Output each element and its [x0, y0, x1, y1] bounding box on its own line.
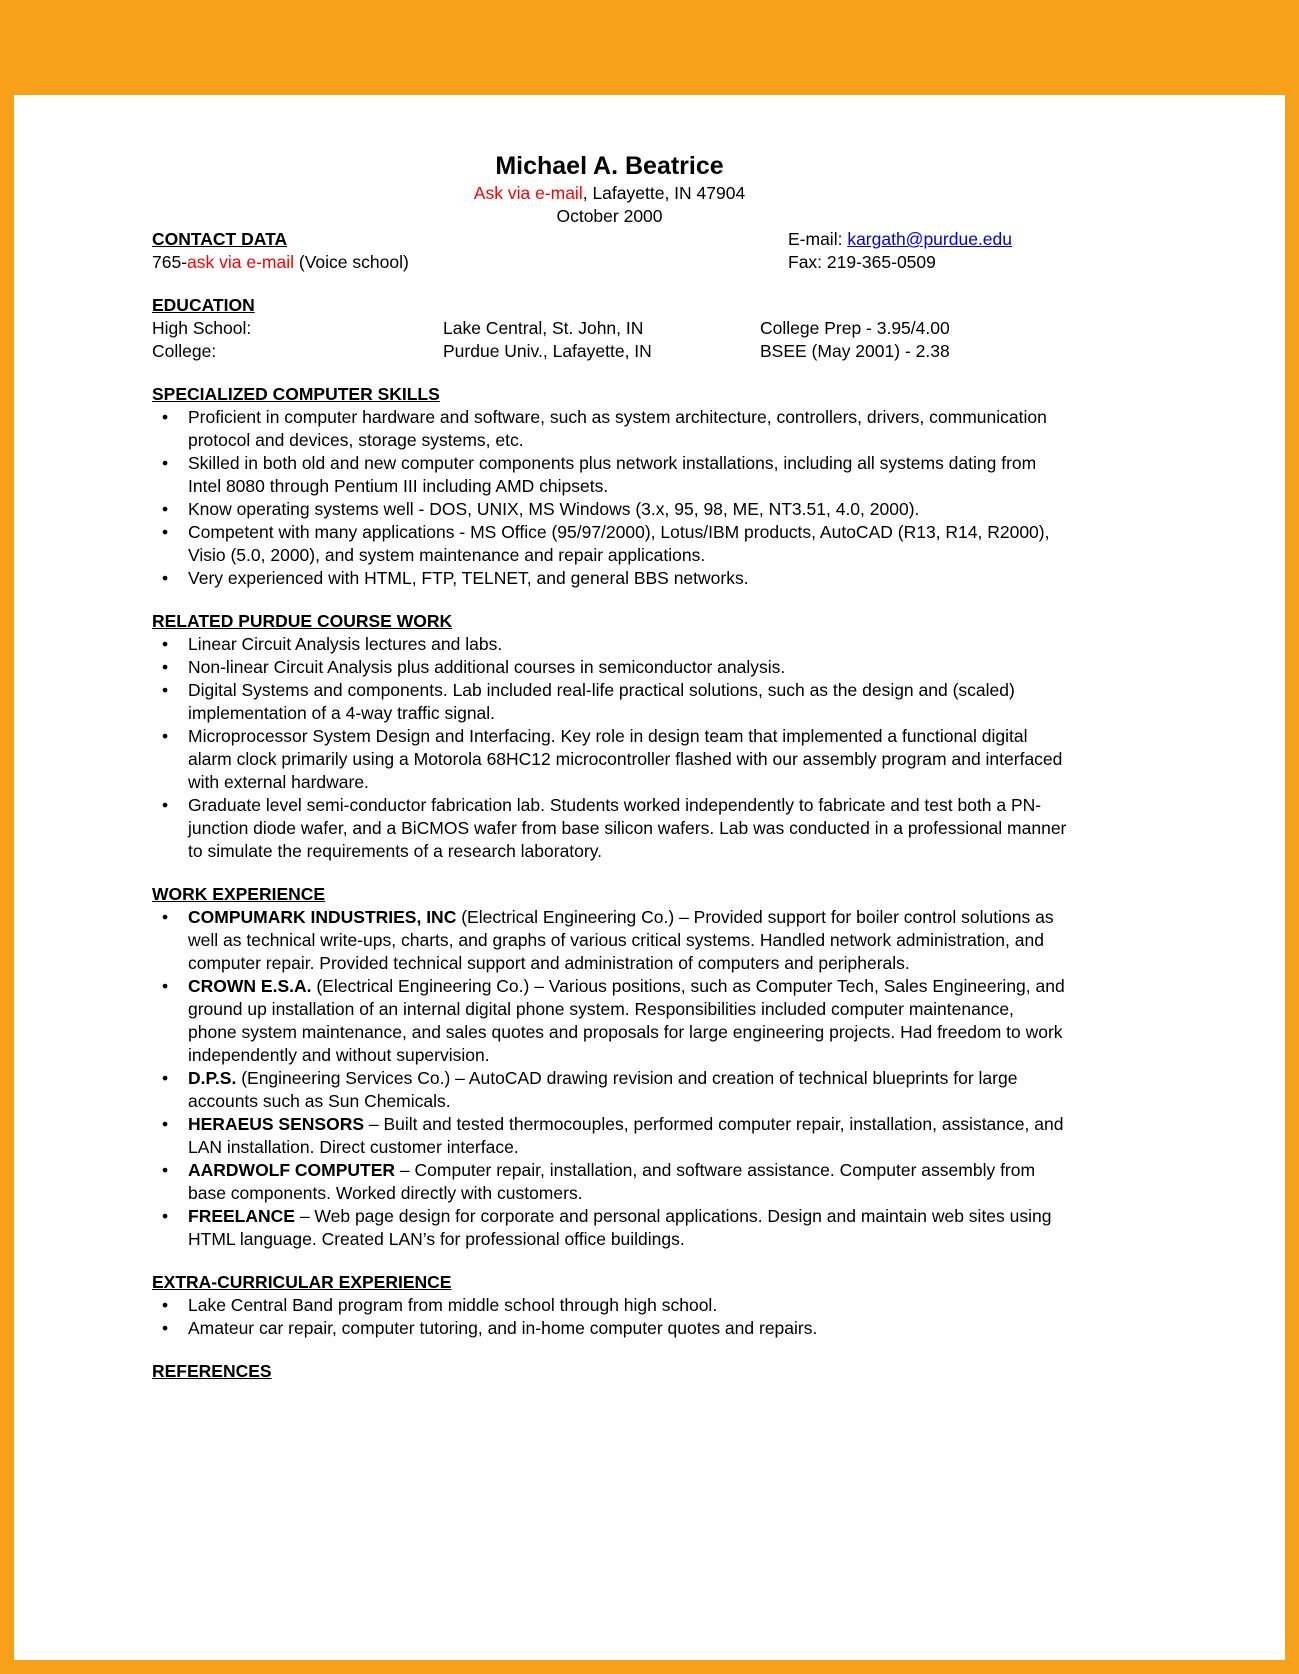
work-description: – Web page design for corporate and personal applications. Design and maintain web sites using HTML language. Created LAN’s for professional office buildings.	[188, 1206, 1052, 1249]
work-list	[152, 906, 1067, 1251]
coursework-item: • Microprocessor System Design and Interfacing. Key role in design team that implemented a functional digital alarm clock primarily using a Motorola 68HC12 microcontroller flashed with our assembly program and interfaced with external hardware.	[152, 725, 1067, 794]
education-detail: College Prep - 3.95/4.00	[760, 318, 950, 338]
skill-item: • Skilled in both old and new computer components plus network installations, including all systems dating from Intel 8080 through Pentium III including AMD chipsets.	[152, 452, 1067, 498]
coursework-item: • Graduate level semi-conductor fabrication lab. Students worked independently to fabricate and test both a PN-junction diode wafer, and a BiCMOS wafer from base silicon wafers. Lab was conducted in a professional manner to simulate the requirements of a research laboratory.	[152, 794, 1067, 863]
company-name: D.P.S.	[188, 1068, 237, 1088]
company-name: FREELANCE	[188, 1206, 295, 1226]
coursework-list	[152, 633, 1067, 863]
email-link[interactable]: kargath@purdue.edu	[847, 229, 1012, 249]
company-name: AARDWOLF COMPUTER	[188, 1160, 396, 1180]
resume-date: October 2000	[556, 206, 663, 226]
skill-item: • Very experienced with HTML, FTP, TELNET, and general BBS networks.	[152, 567, 1067, 590]
coursework-item: • Non-linear Circuit Analysis plus additional courses in semiconductor analysis.	[152, 656, 1067, 679]
work-item	[152, 1067, 1067, 1113]
company-name: COMPUMARK INDUSTRIES, INC	[188, 907, 457, 927]
work-item	[152, 1113, 1067, 1159]
company-name: HERAEUS SENSORS	[188, 1114, 365, 1134]
coursework-item: • Linear Circuit Analysis lectures and labs.	[152, 633, 1067, 656]
contact-row-phone	[152, 251, 1067, 274]
address-email-note: Ask via e-mail	[473, 183, 583, 203]
work-description: (Electrical Engineering Co.) – Various positions, such as Computer Tech, Sales Engineering, and ground up installation of an internal digital phone system. Responsibilities included computer maintenance, phone system maintenance, and sales quotes and proposals for large engineering projects. Had freedom to work independently and without supervision.	[188, 976, 1065, 1065]
coursework-heading: RELATED PURDUE COURSE WORK	[152, 611, 453, 631]
email-label: E-mail:	[788, 229, 848, 249]
education-row-highschool	[152, 317, 1067, 340]
education-heading: EDUCATION	[152, 295, 255, 315]
work-description: (Engineering Services Co.) – AutoCAD drawing revision and creation of technical blueprints for large accounts such as Sun Chemicals.	[188, 1068, 1018, 1111]
email-line	[788, 228, 1012, 251]
references-heading: REFERENCES	[152, 1361, 272, 1381]
education-school: Purdue Univ., Lafayette, IN	[443, 341, 652, 361]
coursework-item: • Digital Systems and components. Lab included real-life practical solutions, such as the design and (scaled) implementation of a 4-way traffic signal.	[152, 679, 1067, 725]
skill-item: • Know operating systems well - DOS, UNIX, MS Windows (3.x, 95, 98, ME, NT3.51, 4.0, 2000).	[152, 498, 1067, 521]
work-item	[152, 975, 1067, 1067]
work-heading: WORK EXPERIENCE	[152, 884, 326, 904]
work-description: – Computer repair, installation, and software assistance. Computer assembly from base components. Worked directly with customers.	[188, 1160, 1036, 1203]
skills-heading: SPECIALIZED COMPUTER SKILLS	[152, 384, 440, 404]
work-description: – Built and tested thermocouples, performed computer repair, installation, assistance, and LAN installation. Direct customer interface.	[188, 1114, 1064, 1157]
address-city: , Lafayette, IN 47904	[582, 183, 746, 203]
skill-item: • Proficient in computer hardware and software, such as system architecture, controllers, drivers, communication protocol and devices, storage systems, etc.	[152, 406, 1067, 452]
work-item	[152, 906, 1067, 975]
address-line	[152, 182, 1067, 205]
work-item	[152, 1159, 1067, 1205]
extracurricular-item: • Lake Central Band program from middle school through high school.	[152, 1294, 1067, 1317]
resume-content	[152, 151, 1067, 1383]
phone-prefix: 765-	[152, 252, 188, 272]
contact-row-heading	[152, 228, 1067, 251]
work-item	[152, 1205, 1067, 1251]
company-name: CROWN E.S.A.	[188, 976, 312, 996]
education-level: High School:	[152, 318, 252, 338]
resume-page	[14, 95, 1285, 1660]
phone-email-note: ask via e-mail	[187, 252, 295, 272]
education-detail: BSEE (May 2001) - 2.38	[760, 341, 950, 361]
extracurricular-item: • Amateur car repair, computer tutoring, and in-home computer quotes and repairs.	[152, 1317, 1067, 1340]
skills-list	[152, 406, 1067, 590]
contact-heading: CONTACT DATA	[152, 229, 288, 249]
phone-suffix: (Voice school)	[294, 252, 409, 272]
resume-header	[152, 151, 1067, 228]
fax-line: Fax: 219-365-0509	[788, 252, 936, 272]
education-school: Lake Central, St. John, IN	[443, 318, 644, 338]
extracurricular-heading: EXTRA-CURRICULAR EXPERIENCE	[152, 1272, 452, 1292]
education-row-college	[152, 340, 1067, 363]
candidate-name: Michael A. Beatrice	[495, 152, 724, 180]
extracurricular-list	[152, 1294, 1067, 1340]
education-level: College:	[152, 341, 217, 361]
work-description: (Electrical Engineering Co.) – Provided support for boiler control solutions as well as technical write-ups, charts, and graphs of various critical systems. Handled network administration, and computer repair. Provided technical support and administration of computers and peripherals.	[188, 907, 1054, 973]
skill-item: • Competent with many applications - MS Office (95/97/2000), Lotus/IBM products, AutoCAD (R13, R14, R2000), Visio (5.0, 2000), and system maintenance and repair applications.	[152, 521, 1067, 567]
